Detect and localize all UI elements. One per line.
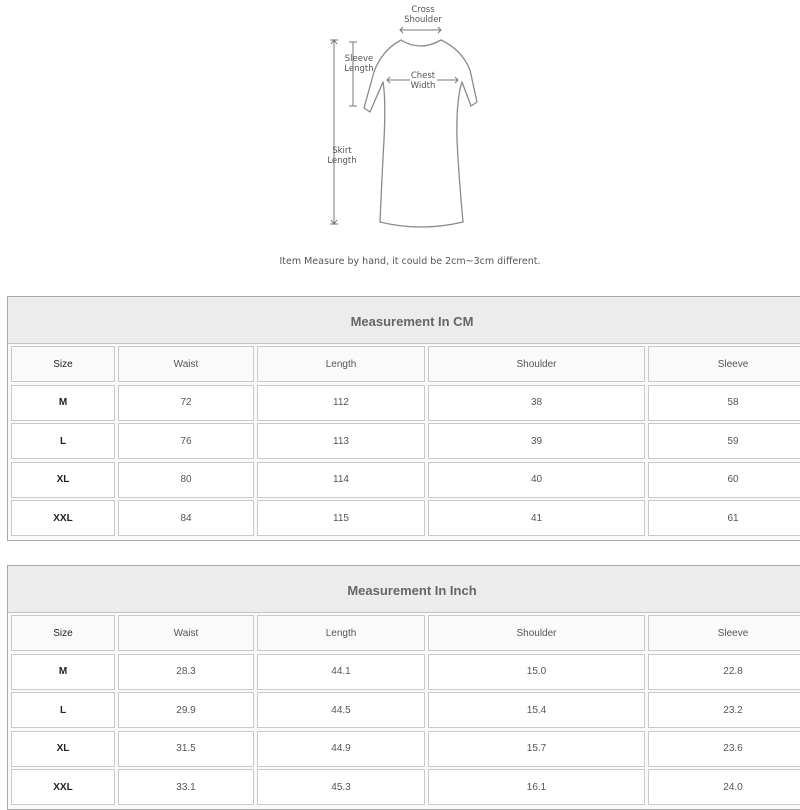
table-row — [11, 731, 800, 767]
cross-shoulder-label: Cross Shoulder — [404, 5, 442, 25]
table-cell: 29.9 — [118, 692, 254, 728]
header-cell: Waist — [118, 615, 254, 651]
table-cell: 44.1 — [257, 654, 425, 690]
table-cell: 41 — [428, 500, 645, 536]
table-cell: XXL — [11, 769, 115, 805]
table-cell: 44.9 — [257, 731, 425, 767]
table-cell: 23.6 — [648, 731, 800, 767]
table-cell: L — [11, 692, 115, 728]
table-row — [11, 692, 800, 728]
table-row — [11, 385, 800, 421]
table-cell: 58 — [648, 385, 800, 421]
table-cell: 59 — [648, 423, 800, 459]
table-cell: L — [11, 423, 115, 459]
table-cell: 15.7 — [428, 731, 645, 767]
measure-caption: Item Measure by hand, it could be 2cm~3cm different. — [279, 256, 541, 267]
table-row — [11, 500, 800, 536]
dress-measurement-diagram — [0, 0, 800, 290]
table-cell: 115 — [257, 500, 425, 536]
table-cell: XXL — [11, 500, 115, 536]
table-row — [11, 654, 800, 690]
table-cell: 112 — [257, 385, 425, 421]
header-cell: Waist — [118, 346, 254, 382]
table-cell: XL — [11, 462, 115, 498]
header-cell: Shoulder — [428, 346, 645, 382]
dress-outline-icon — [0, 0, 800, 290]
table-cell: 45.3 — [257, 769, 425, 805]
header-cell: Size — [11, 346, 115, 382]
table-cell: 84 — [118, 500, 254, 536]
table-cell: 72 — [118, 385, 254, 421]
table-cell: 40 — [428, 462, 645, 498]
measurement-table-inch — [7, 565, 800, 810]
table-cell: 61 — [648, 500, 800, 536]
table-row — [11, 423, 800, 459]
table-grid — [11, 615, 800, 808]
measurement-table-cm — [7, 296, 800, 541]
table-cell: 22.8 — [648, 654, 800, 690]
table-cell: 28.3 — [118, 654, 254, 690]
chest-width-label: Chest Width — [410, 71, 436, 91]
table-cell: M — [11, 385, 115, 421]
table-row — [11, 462, 800, 498]
table-title: Measurement In Inch — [8, 566, 800, 613]
table-cell: 24.0 — [648, 769, 800, 805]
table-cell: 113 — [257, 423, 425, 459]
table-cell: XL — [11, 731, 115, 767]
table-cell: M — [11, 654, 115, 690]
table-cell: 23.2 — [648, 692, 800, 728]
table-header-row — [11, 346, 800, 382]
table-cell: 44.5 — [257, 692, 425, 728]
table-cell: 38 — [428, 385, 645, 421]
table-cell: 39 — [428, 423, 645, 459]
header-cell: Sleeve — [648, 615, 800, 651]
table-grid — [11, 346, 800, 539]
sleeve-length-label: Sleeve Length — [344, 54, 374, 74]
table-header-row — [11, 615, 800, 651]
skirt-length-label: Skirt Length — [327, 146, 357, 166]
table-cell: 60 — [648, 462, 800, 498]
header-cell: Length — [257, 346, 425, 382]
header-cell: Length — [257, 615, 425, 651]
table-title: Measurement In CM — [8, 297, 800, 344]
table-cell: 31.5 — [118, 731, 254, 767]
header-cell: Sleeve — [648, 346, 800, 382]
table-cell: 15.4 — [428, 692, 645, 728]
table-cell: 80 — [118, 462, 254, 498]
table-cell: 15.0 — [428, 654, 645, 690]
table-cell: 76 — [118, 423, 254, 459]
table-cell: 33.1 — [118, 769, 254, 805]
header-cell: Size — [11, 615, 115, 651]
table-cell: 16.1 — [428, 769, 645, 805]
table-cell: 114 — [257, 462, 425, 498]
header-cell: Shoulder — [428, 615, 645, 651]
